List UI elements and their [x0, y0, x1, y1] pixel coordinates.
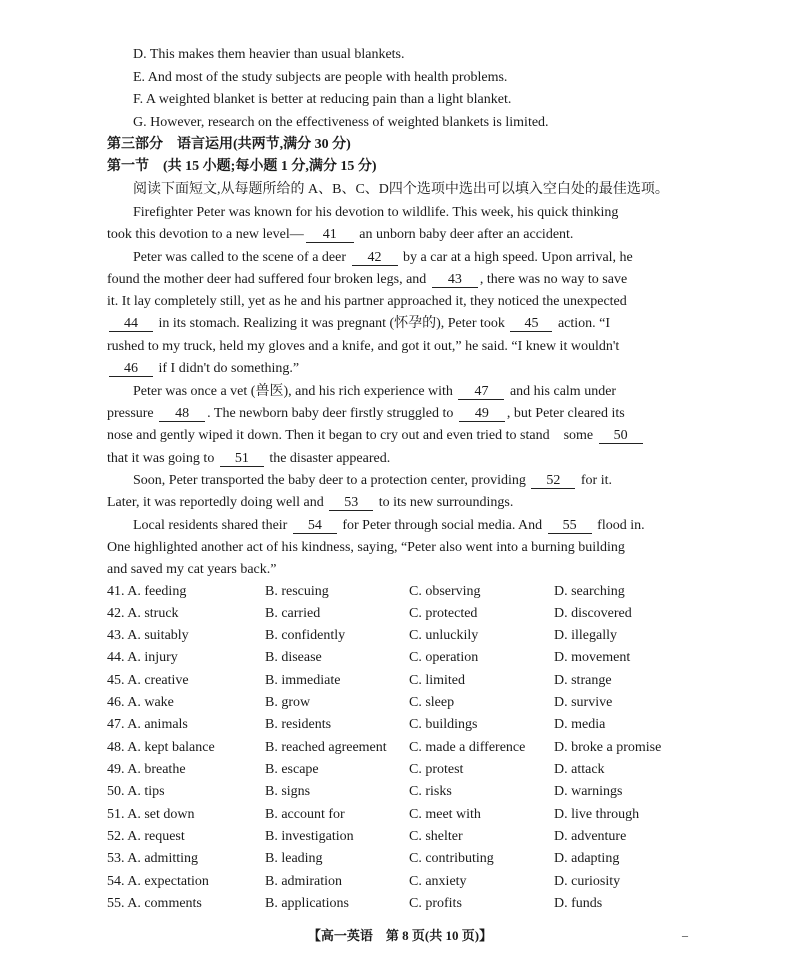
option-d-prev: D. This makes them heavier than usual blankets.	[133, 47, 405, 62]
passage-text: took this devotion to a new level—	[107, 227, 304, 242]
option-b[interactable]: B. investigation	[265, 829, 354, 844]
section1-heading	[107, 158, 377, 176]
option-f-prev: F. A weighted blanket is better at reducing pain than a light blanket.	[133, 92, 512, 107]
question-row	[107, 603, 797, 625]
question-row	[107, 893, 797, 915]
option-c[interactable]: C. buildings	[409, 717, 478, 732]
option-c[interactable]: C. protest	[409, 762, 464, 777]
option-d[interactable]: D. live through	[554, 807, 640, 822]
blank-50[interactable]: 50	[599, 428, 643, 444]
option-a[interactable]: 42. A. struck	[107, 606, 179, 621]
passage-text: Peter was once a vet (兽医), and his rich experience with	[133, 384, 453, 399]
passage-line	[107, 450, 390, 468]
blank-49[interactable]: 49	[459, 406, 505, 422]
passage-line	[133, 472, 612, 490]
blank-53[interactable]: 53	[329, 495, 373, 511]
passage-text: for Peter through social media. And	[342, 518, 543, 533]
question-row	[107, 625, 797, 647]
passage-line	[107, 360, 299, 378]
passage-text: to its new surroundings.	[378, 495, 514, 510]
instruction-text: 阅读下面短文,从每题所给的 A、B、C、D四个选项中选出可以填入空白处的最佳选项。	[133, 182, 669, 197]
option-a[interactable]: 51. A. set down	[107, 807, 195, 822]
option-c[interactable]: C. risks	[409, 784, 452, 799]
passage-line	[107, 405, 625, 423]
option-g-prev: G. However, research on the effectiveness of weighted blankets is limited.	[133, 115, 549, 130]
passage-text: action. “I	[557, 316, 611, 331]
option-b[interactable]: B. carried	[265, 606, 321, 621]
passage-text: Local residents shared their	[133, 518, 288, 533]
passage-line	[107, 271, 627, 289]
question-row	[107, 737, 797, 759]
passage-text: for it.	[580, 473, 612, 488]
page-footer: 【高一英语 第 8 页(共 10 页)】	[307, 928, 493, 943]
option-d[interactable]: D. attack	[554, 762, 605, 777]
option-b[interactable]: B. admiration	[265, 874, 342, 889]
question-row	[107, 670, 797, 692]
passage-line: Firefighter Peter was known for his devotion to wildlife. This week, his quick thinking	[133, 205, 619, 220]
option-c[interactable]: C. meet with	[409, 807, 481, 822]
blank-43[interactable]: 43	[432, 272, 478, 288]
option-d[interactable]: D. movement	[554, 650, 631, 665]
option-c[interactable]: C. limited	[409, 673, 465, 688]
option-a[interactable]: 53. A. admitting	[107, 851, 198, 866]
blank-51[interactable]: 51	[220, 451, 264, 467]
option-c[interactable]: C. protected	[409, 606, 478, 621]
passage-line	[133, 249, 633, 267]
question-row	[107, 871, 797, 893]
option-b[interactable]: B. signs	[265, 784, 311, 799]
passage-text: by a car at a high speed. Upon arrival, he	[403, 250, 633, 265]
blank-52[interactable]: 52	[531, 473, 575, 489]
blank-55[interactable]: 55	[548, 518, 592, 534]
option-b[interactable]: B. grow	[265, 695, 311, 710]
passage-line	[107, 315, 610, 333]
question-row	[107, 781, 797, 803]
option-d[interactable]: D. adventure	[554, 829, 627, 844]
option-b[interactable]: B. escape	[265, 762, 319, 777]
option-d[interactable]: D. discovered	[554, 606, 632, 621]
passage-line	[107, 226, 573, 244]
option-b[interactable]: B. reached agreement	[265, 740, 387, 755]
blank-46[interactable]: 46	[109, 361, 153, 377]
passage-text: , but Peter cleared its	[506, 406, 625, 421]
option-a[interactable]: 49. A. breathe	[107, 762, 186, 777]
option-b[interactable]: B. rescuing	[265, 584, 329, 599]
option-c[interactable]: C. profits	[409, 896, 462, 911]
passage-line	[107, 427, 645, 445]
option-d[interactable]: D. survive	[554, 695, 613, 710]
option-b[interactable]: B. leading	[265, 851, 323, 866]
passage-text: if I didn't do something.”	[158, 361, 300, 376]
question-row	[107, 848, 797, 870]
passage-text: Later, it was reportedly doing well and	[107, 495, 324, 510]
option-c[interactable]: C. anxiety	[409, 874, 467, 889]
option-c[interactable]: C. unluckily	[409, 628, 479, 643]
question-row	[107, 759, 797, 781]
footer-mark: –	[682, 928, 688, 942]
passage-text: nose and gently wiped it down. Then it began to cry out and even tried to stand some	[107, 428, 594, 443]
question-row	[107, 826, 797, 848]
question-row	[107, 581, 797, 603]
option-a[interactable]: 44. A. injury	[107, 650, 178, 665]
passage-line: it. It lay completely still, yet as he and his partner approached it, they noticed the unexpected	[107, 294, 627, 309]
passage-line: and saved my cat years back.”	[107, 562, 277, 577]
part3-heading: 第三部分 语言运用(共两节,满分 30 分)	[107, 137, 351, 152]
passage-text: in its stomach. Realizing it was pregnant (怀孕的), Peter took	[158, 316, 505, 331]
question-row	[107, 647, 797, 669]
option-d[interactable]: D. adapting	[554, 851, 620, 866]
option-a[interactable]: 46. A. wake	[107, 695, 174, 710]
question-row	[107, 714, 797, 736]
passage-text: . The newborn baby deer firstly struggled to	[207, 406, 454, 421]
option-d[interactable]: D. media	[554, 717, 606, 732]
option-b[interactable]: B. confidently	[265, 628, 346, 643]
blank-48[interactable]: 48	[159, 406, 205, 422]
passage-text: pressure	[107, 406, 154, 421]
passage-line	[107, 494, 513, 512]
passage-text: Soon, Peter transported the baby deer to a protection center, providing	[133, 473, 526, 488]
passage-line	[133, 517, 645, 535]
option-d[interactable]: D. illegally	[554, 628, 617, 643]
option-d[interactable]: D. funds	[554, 896, 603, 911]
passage-text: found the mother deer had suffered four broken legs, and	[107, 272, 427, 287]
option-d[interactable]: D. broke a promise	[554, 740, 662, 755]
blank-42[interactable]: 42	[352, 250, 398, 266]
option-a[interactable]: 48. A. kept balance	[107, 740, 215, 755]
option-b[interactable]: B. disease	[265, 650, 322, 665]
option-c[interactable]: C. contributing	[409, 851, 494, 866]
option-a[interactable]: 45. A. creative	[107, 673, 189, 688]
passage-text: Peter was called to the scene of a deer	[133, 250, 347, 265]
option-c[interactable]: C. observing	[409, 584, 481, 599]
passage-text: and his calm under	[509, 384, 617, 399]
blank-41[interactable]: 41	[306, 227, 354, 243]
passage-line: One highlighted another act of his kindness, saying, “Peter also went into a burning building	[107, 540, 625, 555]
section1-title: 第一节 (共 15 小题;每小题 1 分,满分 15 分)	[107, 159, 377, 174]
blank-45[interactable]: 45	[510, 316, 552, 332]
passage-line: rushed to my truck, held my gloves and a knife, and got it out,” he said. “I knew it wouldn't	[107, 339, 620, 354]
option-c[interactable]: C. made a difference	[409, 740, 526, 755]
passage-line	[133, 383, 616, 401]
option-c[interactable]: C. sleep	[409, 695, 455, 710]
option-a[interactable]: 54. A. expectation	[107, 874, 209, 889]
option-a[interactable]: 50. A. tips	[107, 784, 165, 799]
passage-text: , there was no way to save	[479, 272, 628, 287]
passage-text: an unborn baby deer after an accident.	[359, 227, 574, 242]
passage-text: flood in.	[597, 518, 645, 533]
blank-54[interactable]: 54	[293, 518, 337, 534]
option-d[interactable]: D. strange	[554, 673, 612, 688]
option-a[interactable]: 52. A. request	[107, 829, 185, 844]
option-b[interactable]: B. immediate	[265, 673, 341, 688]
option-d[interactable]: D. searching	[554, 584, 625, 599]
question-row	[107, 804, 797, 826]
passage-text: the disaster appeared.	[269, 451, 391, 466]
passage-text: that it was going to	[107, 451, 215, 466]
blank-47[interactable]: 47	[458, 384, 504, 400]
blank-44[interactable]: 44	[109, 316, 153, 332]
option-b[interactable]: B. account for	[265, 807, 345, 822]
question-row	[107, 692, 797, 714]
option-a[interactable]: 47. A. animals	[107, 717, 188, 732]
option-a[interactable]: 55. A. comments	[107, 896, 202, 911]
option-d[interactable]: D. curiosity	[554, 874, 621, 889]
option-c[interactable]: C. operation	[409, 650, 479, 665]
option-b[interactable]: B. residents	[265, 717, 332, 732]
option-c[interactable]: C. shelter	[409, 829, 463, 844]
option-e-prev: E. And most of the study subjects are people with health problems.	[133, 70, 508, 85]
option-a[interactable]: 43. A. suitably	[107, 628, 189, 643]
option-d[interactable]: D. warnings	[554, 784, 623, 799]
option-b[interactable]: B. applications	[265, 896, 349, 911]
option-a[interactable]: 41. A. feeding	[107, 584, 187, 599]
